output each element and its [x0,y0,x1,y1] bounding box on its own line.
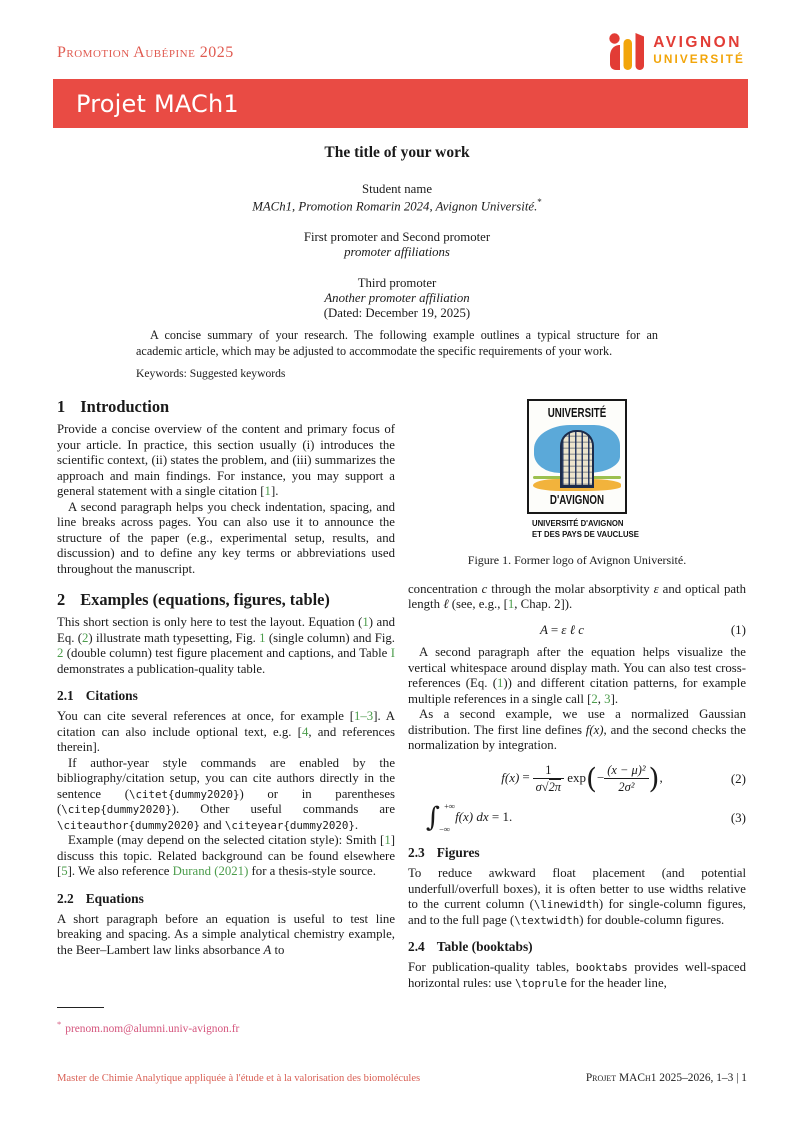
citation-link[interactable]: 1 [384,833,391,847]
subsection-2-4-heading [408,939,746,955]
subsection-title: Table (booktabs) [436,939,533,955]
text-run: , Chap. 2]). [514,597,573,611]
text-run: ) or in parentheses ( [57,786,395,816]
third-promoter-affiliation: Another promoter affiliation [324,291,470,306]
footer-journal-ref: Projet MACh1 2025–2026, 1–3 [585,1072,734,1084]
math-rel: = 1. [491,809,513,825]
math-denominator: 2σ² [618,779,635,794]
fig-ref-link[interactable]: 1 [259,630,266,645]
footnote-line [57,1019,239,1035]
eq-ref-link[interactable]: 1 [496,676,504,690]
text-run: A [263,942,272,957]
subsection-title: Equations [85,890,144,906]
old-logo-universite-text: UNIVERSITÉ [547,406,607,420]
text-run: Example (may depend on the selected citation style): Smith [ [68,833,385,847]
promoters-affiliation: promoter affiliations [344,245,450,260]
old-logo-subtitle-line2: ET DES PAYS DE VAUCLUSE [532,528,639,539]
section-number: 1 [57,397,66,416]
table-ref-link[interactable]: I [390,646,395,660]
paragraph [408,582,746,613]
text-run: ) for double-column figures. [579,912,725,927]
integral-lower-limit: −∞ [439,824,451,835]
brand-word-avignon: AVIGNON [653,34,742,51]
text-run: A short paragraph before an equation is useful to test line breaking and spacing. As a simple analytical chemistry example, the Beer–Lambert law links absorbance [57,911,395,957]
subsection-number: 2.2 [57,890,74,906]
math-punct: , [659,769,663,785]
text-run: \toprule [514,976,567,990]
citation-link[interactable]: 3 [604,691,611,706]
keywords-label: Keywords: [136,367,187,380]
text-run: (single column) and Fig. [265,630,395,645]
title-banner [53,79,748,128]
equation-1 [408,622,746,638]
text-run: . [354,817,359,832]
paragraph [57,833,395,880]
paragraph [57,422,395,500]
project-title: Projet MACh1 [76,89,239,118]
subsection-2-2-heading [57,891,395,907]
section-1-heading [57,397,395,416]
math-denominator [533,779,564,794]
text-run: (double column) test figure placement and captions, and Table [63,646,391,660]
dated-line: (Dated: December 19, 2025) [323,306,471,321]
text-run: A second paragraph helps you check indentation, spacing, and line breaks across pages. You can also use it to announce the structure of the paper (e.g., experimental setup, results, and discussion) and to define any key terms or abbreviations used throughout the manuscript. [57,499,395,576]
subsection-number: 2.3 [408,845,425,861]
university-logo [609,33,745,73]
math-minus: − [596,769,605,785]
text-run: ) for single-column figures, and to the full page ( [408,897,746,927]
text-run: ]. [270,484,279,498]
affiliation-footnote-mark: * [537,197,542,207]
old-logo-davignon-text: D'AVIGNON [549,492,605,507]
text-run: booktabs [575,961,628,975]
article-title: The title of your work [324,144,470,161]
paragraph [408,707,746,754]
text-run: , and references therein]. [57,724,395,754]
text-run: concentration [408,581,482,596]
eq-ref-link[interactable]: 1 [362,615,369,629]
brand-word-universite: UNIVERSITÉ [653,51,745,66]
subsection-2-1-heading [57,688,395,704]
keywords-value: Suggested keywords [189,367,286,380]
fig-ref-link[interactable]: 2 [57,646,64,660]
promoters-group-1 [0,230,794,260]
citation-link[interactable]: 4 [301,724,309,739]
integral-limits [439,801,456,835]
paragraph [57,709,395,756]
text-run: and optical path length [408,581,746,611]
text-run: If author-year style commands are enabled by the bibliography/citation setup, you can cite authors directly in the sentence ( [57,755,395,801]
text-run: demonstrates a publication-quality table. [57,661,266,676]
paragraph [57,615,395,677]
abstract [136,327,658,380]
text-run: Provide a concise overview of the content and primary focus of your article. In practice, this section usually (i) introduces the scientific context, (ii) states the problem, and (iii) summarizes the approach and main findings. For instance, you may support a general statement with a single citation [ [57,422,395,498]
keywords-line [136,367,658,380]
equation-3 [408,802,746,834]
university-logo-wordmark [653,35,745,65]
citation-link[interactable]: 2 [591,691,598,706]
text-run: provides well-spaced horizontal rules: use [408,960,746,990]
citation-link[interactable]: 5 [61,864,68,878]
text-run: )) and different citation patterns, for example multiple references in a single call [ [408,676,746,706]
text-run: ]. We also reference [67,864,173,878]
two-column-body [57,397,746,991]
promotion-label: Promotion Aubépine 2025 [57,44,234,61]
avignon-old-logo [527,399,639,539]
text-run: \linewidth [533,898,599,912]
text-run: \citet{dummy2020} [128,787,240,801]
citation-link[interactable]: 1 [507,597,515,611]
text-run: You can cite several references at once, for example [ [57,709,354,723]
text-run: A second paragraph after the equation helps visualize the vertical whitespace around display math. You can also test cross-references (Eq. ( [408,645,746,690]
text-run: ) and Eq. ( [57,615,395,645]
footnote-rule [57,1007,104,1008]
math-var: f(x) [501,769,520,785]
old-logo-subtitle-line1: UNIVERSITÉ D'AVIGNON [532,518,624,528]
big-paren-open: ( [586,761,597,795]
paragraph [408,960,746,991]
text-run: For publication-quality tables, [408,960,576,975]
text-run: ]. [610,691,619,706]
paragraph [408,645,746,707]
math-numerator: (x − μ)² [604,763,648,779]
equation-3-body [408,802,716,834]
text-run: for a thesis-style source. [248,864,376,878]
text-run: to [271,942,285,957]
email-link[interactable]: prenom.nom@alumni.univ-avignon.fr [65,1022,240,1035]
paragraph [57,500,395,578]
eq-ref-link[interactable]: 2 [81,630,89,645]
subsection-number: 2.4 [408,939,425,955]
footnote-marker: * [57,1019,62,1030]
math-rel: = [550,621,559,637]
math-var: σ [535,779,542,794]
equation-2-body [408,763,716,795]
promoters-names: First promoter and Second promoter [303,230,491,245]
text-run: , [597,691,605,706]
equation-1-number: (1) [730,621,746,637]
logo-portal-drawing [560,430,594,488]
text-run: To reduce awkward float placement (and potential underfull/overfull boxes), it is often better to use widths relative to the current column ( [408,866,746,912]
text-run: c [481,581,488,596]
citation-link[interactable]: 1 [264,484,271,498]
footnote-area [57,1007,239,1035]
text-run: (see, e.g., [ [448,597,508,611]
section-title: Introduction [80,397,170,416]
text-run: As a second example, we use a normalized Gaussian distribution. The first line defines [408,707,746,737]
text-run: \citep{dummy2020} [61,803,172,816]
sqrt-symbol: √ [541,779,549,794]
abstract-text: A concise summary of your research. The following example outlines a typical structure for an academic article, which may be adjusted to accommodate the specific requirements of your work. [136,328,658,358]
figure-1-caption: Figure 1. Former logo of Avignon Université. [467,553,687,567]
text-run: and [200,817,225,832]
section-2-heading [57,590,395,609]
university-logo-mark [609,33,647,73]
text-run: ℓ [443,597,449,611]
equation-3-number: (3) [730,810,746,826]
subsection-2-3-heading [408,845,746,861]
text-run: ] discuss this topic. Related background can be found elsewhere [ [57,833,395,878]
text-run: ]. A citation can also include optional text, e.g. [ [57,709,395,739]
math-var: f(x) dx [455,809,489,825]
text-run: \textwidth [514,913,580,927]
paragraph [408,866,746,928]
section-number: 2 [57,590,66,609]
equation-2-number: (2) [730,770,746,786]
subsection-title: Citations [85,688,138,703]
text-run: This short section is only here to test the layout. Equation ( [57,615,363,629]
integral-symbol: ∫ [426,802,441,834]
paragraph [57,912,395,959]
title-block [0,144,794,321]
math-var: ε ℓ c [561,621,585,637]
old-logo-subtitle [532,518,639,539]
footer-program-name: Master de Chimie Analytique appliquée à l'étude et à la valorisation des biomolécules [57,1073,421,1084]
footer-page-number: | 1 [733,1072,747,1084]
footer-journal-line [586,1072,747,1084]
sqrt-argument: 2π [548,779,562,794]
affiliation-text: MACh1, Promotion Romarin 2024, Avignon Université. [252,199,538,214]
text-run: for the header line, [566,975,667,990]
text-run: \citeauthor{dummy2020} [57,818,201,832]
third-promoter-name: Third promoter [357,276,437,291]
math-operator: exp [567,769,587,785]
text-run: f(x) [585,722,604,737]
math-fraction [604,763,648,795]
text-run: through the molar absorptivity [487,581,654,596]
figure-1 [408,399,746,569]
text-run: ε [653,581,659,596]
math-rel: = [522,769,530,785]
right-column [408,397,746,991]
promoters-group-2 [0,276,794,321]
text-run: , and the second checks the normalization by integration. [408,722,746,752]
citation-link[interactable]: 1–3 [354,709,374,723]
left-column [57,397,395,991]
paragraph [57,756,395,834]
math-numerator: 1 [533,763,564,779]
text-run: \citeyear{dummy2020} [224,818,355,832]
equation-1-body [408,622,716,638]
author-affiliation [0,197,794,214]
old-logo-frame [527,399,627,514]
old-logo-artwork [533,425,621,491]
text-run: ) illustrate math typesetting, Fig. [88,630,260,645]
math-fraction [533,763,564,795]
subsection-number: 2.1 [57,688,74,703]
equation-2 [408,763,746,795]
math-var: A [539,621,548,637]
subsection-title: Figures [436,845,480,861]
author-name: Student name [361,182,432,196]
text-run: ). Other useful commands are [171,802,395,816]
section-title: Examples (equations, figures, table) [80,590,330,609]
integral-upper-limit: +∞ [444,801,456,812]
citation-link[interactable]: Durand (2021) [172,864,249,878]
big-paren-close: ) [648,761,660,795]
page-footer [57,1072,747,1084]
